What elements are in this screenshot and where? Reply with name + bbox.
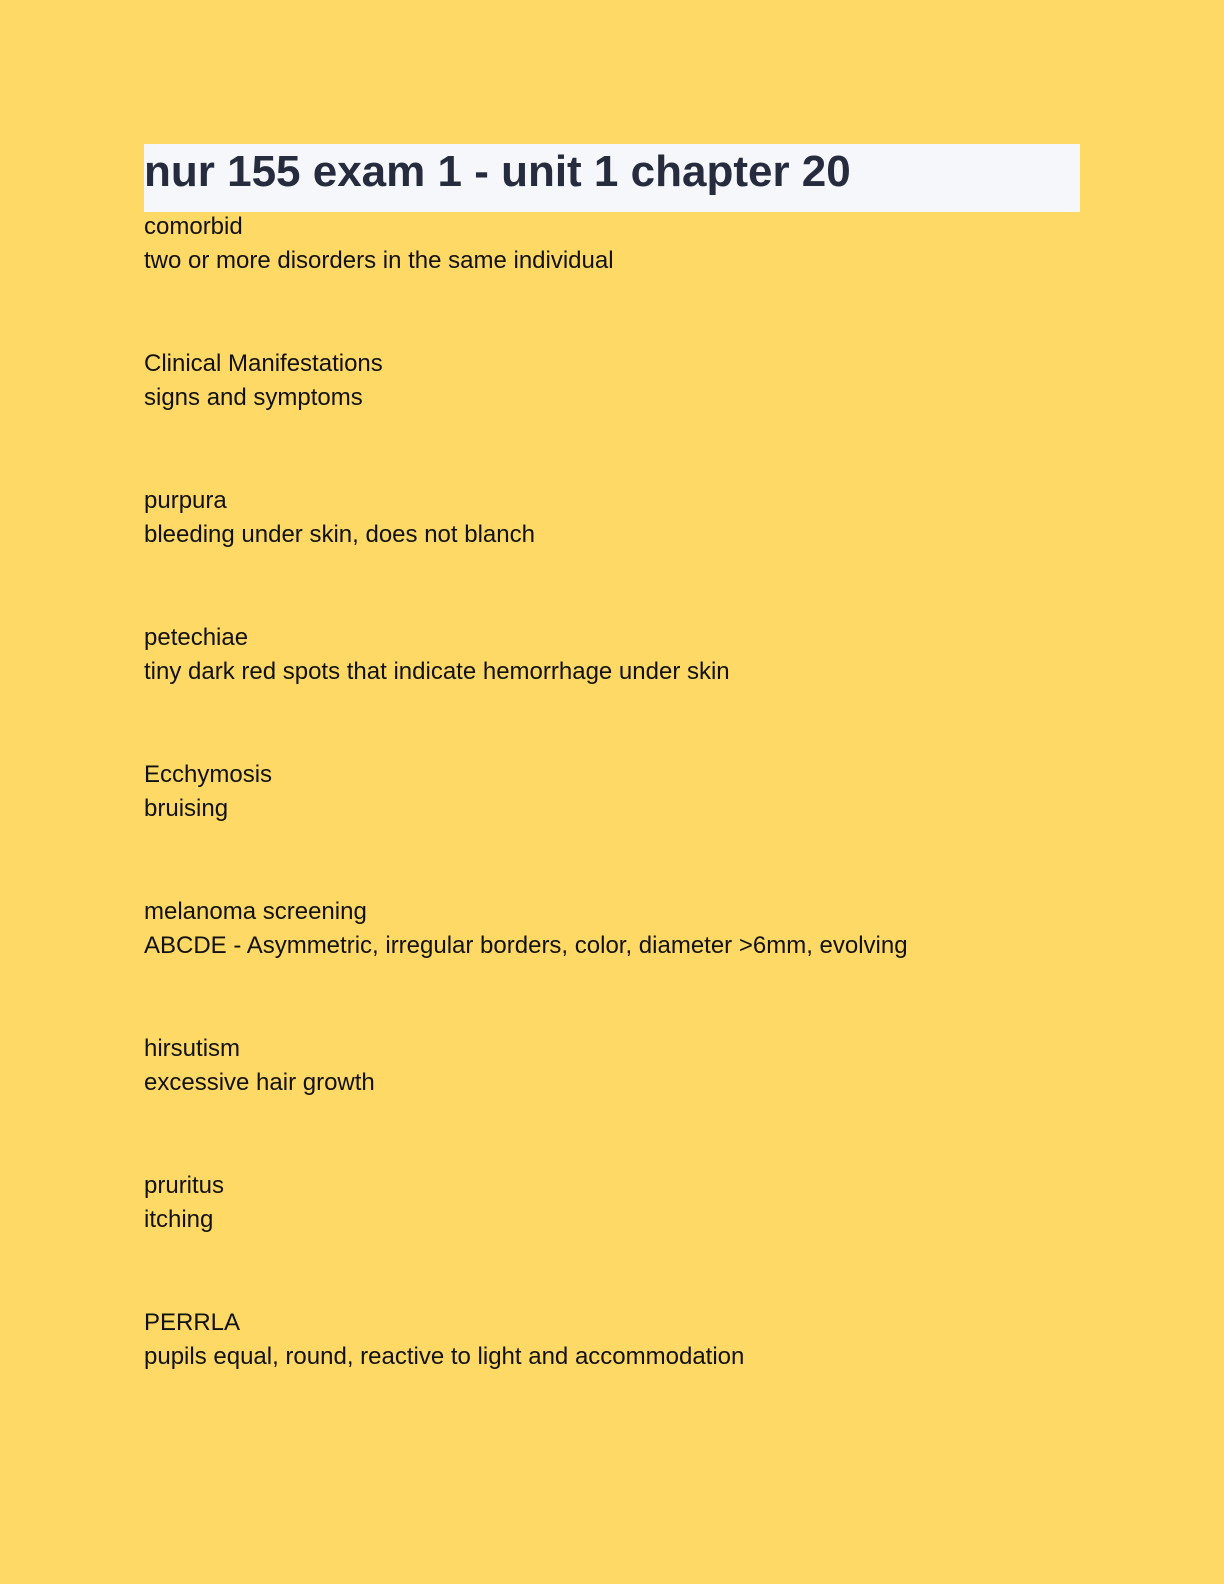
flashcard-entry xyxy=(144,347,1080,484)
flashcard-entry xyxy=(144,1306,1080,1443)
title-bar xyxy=(144,144,1080,212)
entry-definition: bleeding under skin, does not blanch xyxy=(144,521,535,548)
flashcard-entry xyxy=(144,758,1080,895)
entry-term: Ecchymosis xyxy=(144,761,273,788)
flashcard-entry xyxy=(144,1032,1080,1169)
entry-definition: pupils equal, round, reactive to light and accommodation xyxy=(144,1343,745,1370)
entry-term: comorbid xyxy=(144,213,243,240)
entry-term: petechiae xyxy=(144,624,249,651)
entry-term: purpura xyxy=(144,487,227,514)
entry-definition: itching xyxy=(144,1206,214,1233)
entry-definition: bruising xyxy=(144,795,229,822)
flashcard-entry xyxy=(144,895,1080,1032)
entry-definition: excessive hair growth xyxy=(144,1069,375,1096)
entry-term: hirsutism xyxy=(144,1035,241,1062)
flashcard-entry xyxy=(144,484,1080,621)
flashcard-list xyxy=(144,210,1080,1443)
flashcard-entry xyxy=(144,210,1080,347)
entry-term: melanoma screening xyxy=(144,898,367,925)
entry-term: pruritus xyxy=(144,1172,225,1199)
entry-term: Clinical Manifestations xyxy=(144,350,383,377)
flashcard-entry xyxy=(144,1169,1080,1306)
entry-definition: two or more disorders in the same individual xyxy=(144,247,614,274)
entry-definition: ABCDE - Asymmetric, irregular borders, color, diameter >6mm, evolving xyxy=(144,932,908,959)
entry-definition: signs and symptoms xyxy=(144,384,363,411)
flashcard-entry xyxy=(144,621,1080,758)
page-title: nur 155 exam 1 - unit 1 chapter 20 xyxy=(144,147,851,196)
entry-term: PERRLA xyxy=(144,1309,241,1336)
entry-definition: tiny dark red spots that indicate hemorrhage under skin xyxy=(144,658,730,685)
